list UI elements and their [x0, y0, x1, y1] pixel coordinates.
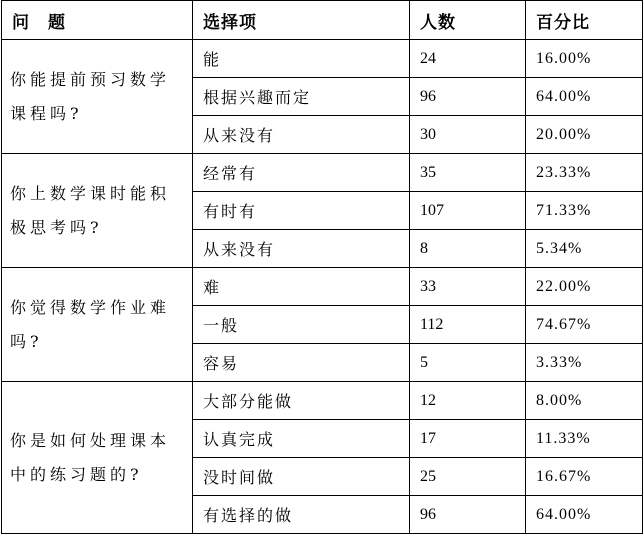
header-count: 人数 — [410, 1, 526, 40]
question-cell: 你能提前预习数学课程吗? — [2, 40, 193, 154]
option-cell: 大部分能做 — [193, 382, 410, 420]
table-body — [2, 40, 643, 534]
percent-cell: 11.33% — [526, 420, 643, 458]
question-cell: 你觉得数学作业难吗? — [2, 268, 193, 382]
header-row — [2, 1, 643, 40]
option-cell: 有选择的做 — [193, 496, 410, 534]
table-row — [2, 154, 643, 192]
percent-cell: 23.33% — [526, 154, 643, 192]
percent-cell: 20.00% — [526, 116, 643, 154]
count-cell: 35 — [410, 154, 526, 192]
percent-cell: 64.00% — [526, 78, 643, 116]
option-cell: 从来没有 — [193, 230, 410, 268]
count-cell: 12 — [410, 382, 526, 420]
option-cell: 没时间做 — [193, 458, 410, 496]
count-cell: 112 — [410, 306, 526, 344]
question-cell: 你是如何处理课本中的练习题的? — [2, 382, 193, 534]
count-cell: 107 — [410, 192, 526, 230]
percent-cell: 16.00% — [526, 40, 643, 78]
option-cell: 容易 — [193, 344, 410, 382]
count-cell: 5 — [410, 344, 526, 382]
count-cell: 96 — [410, 78, 526, 116]
percent-cell: 64.00% — [526, 496, 643, 534]
table-row — [2, 40, 643, 78]
option-cell: 能 — [193, 40, 410, 78]
option-cell: 难 — [193, 268, 410, 306]
header-question: 问 题 — [2, 1, 193, 40]
percent-cell: 71.33% — [526, 192, 643, 230]
question-cell: 你上数学课时能积极思考吗? — [2, 154, 193, 268]
count-cell: 8 — [410, 230, 526, 268]
percent-cell: 5.34% — [526, 230, 643, 268]
table-row — [2, 268, 643, 306]
header-percent: 百分比 — [526, 1, 643, 40]
percent-cell: 74.67% — [526, 306, 643, 344]
option-cell: 一般 — [193, 306, 410, 344]
percent-cell: 3.33% — [526, 344, 643, 382]
table-row — [2, 382, 643, 420]
header-option: 选择项 — [193, 1, 410, 40]
table-header — [2, 1, 643, 40]
count-cell: 17 — [410, 420, 526, 458]
option-cell: 经常有 — [193, 154, 410, 192]
option-cell: 有时有 — [193, 192, 410, 230]
count-cell: 96 — [410, 496, 526, 534]
option-cell: 认真完成 — [193, 420, 410, 458]
survey-table — [1, 0, 643, 534]
percent-cell: 16.67% — [526, 458, 643, 496]
option-cell: 从来没有 — [193, 116, 410, 154]
count-cell: 24 — [410, 40, 526, 78]
percent-cell: 22.00% — [526, 268, 643, 306]
count-cell: 33 — [410, 268, 526, 306]
option-cell: 根据兴趣而定 — [193, 78, 410, 116]
percent-cell: 8.00% — [526, 382, 643, 420]
count-cell: 25 — [410, 458, 526, 496]
count-cell: 30 — [410, 116, 526, 154]
